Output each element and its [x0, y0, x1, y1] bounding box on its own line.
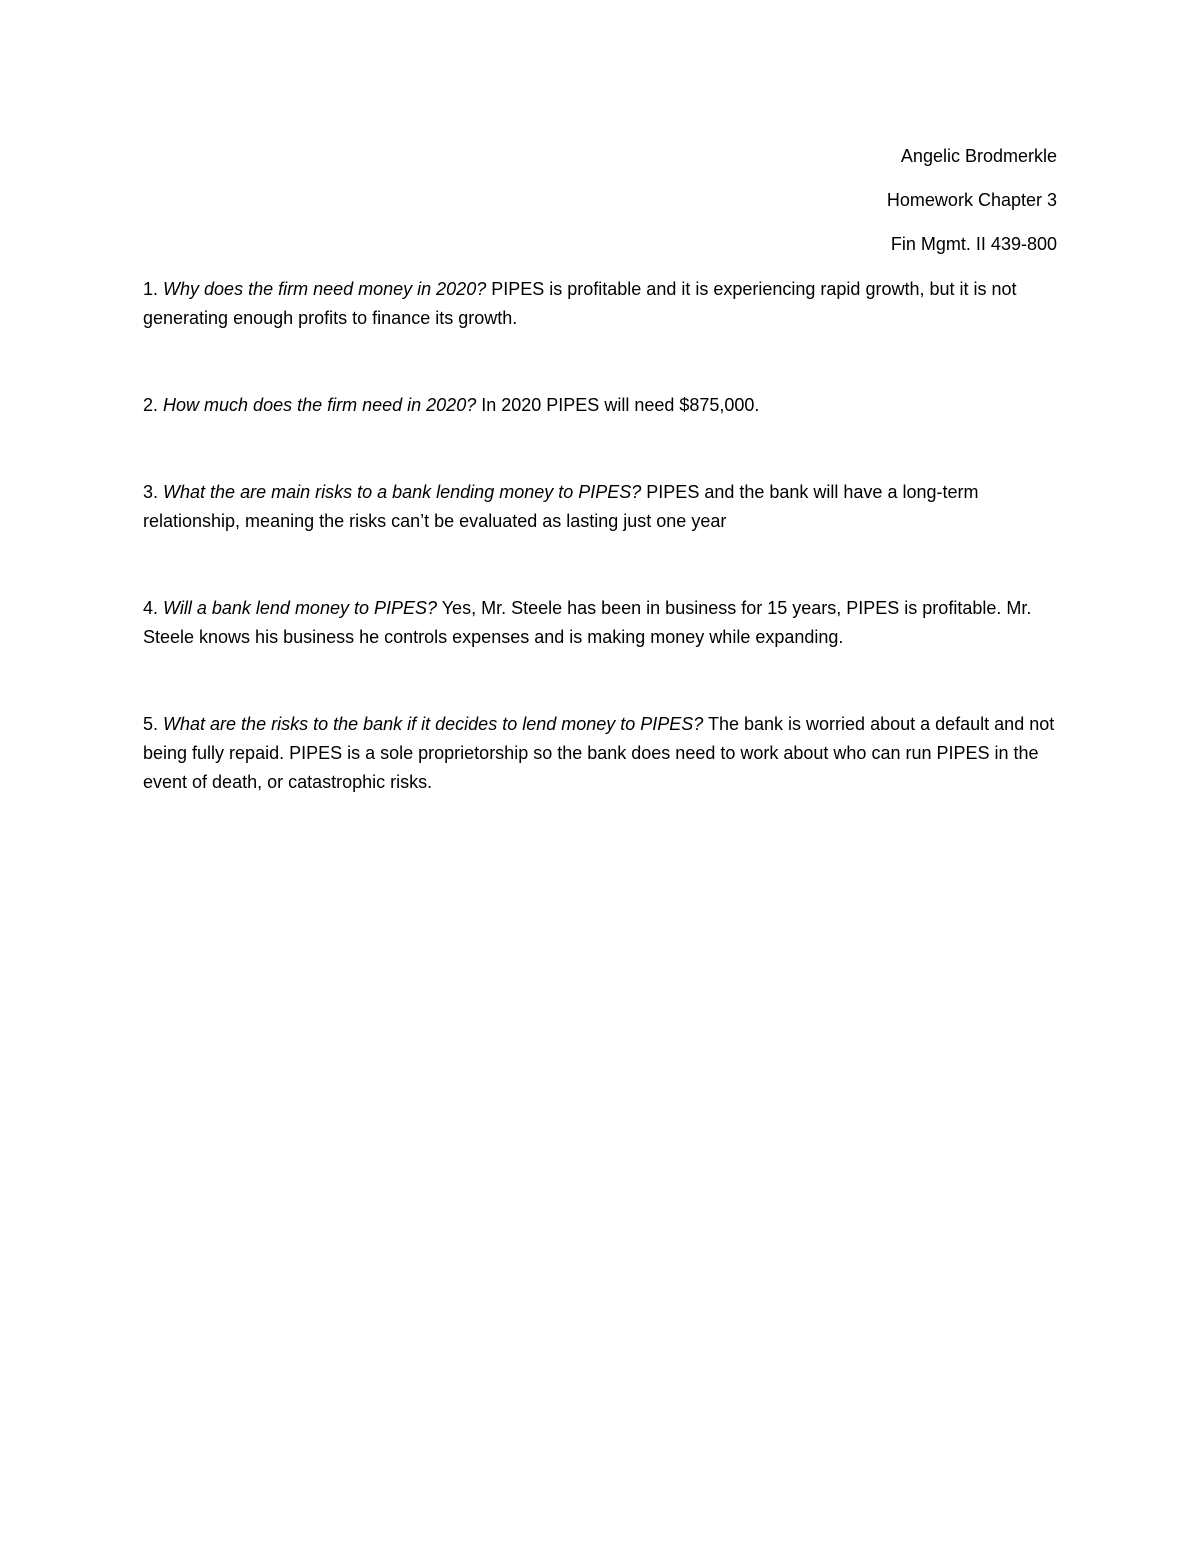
- author-name: Angelic Brodmerkle: [900, 146, 1057, 166]
- qa-item-4: [143, 594, 1063, 652]
- question-number: 5.: [143, 714, 159, 734]
- document-body: [143, 275, 1063, 855]
- question-text: What are the risks to the bank if it decides to lend money to PIPES?: [163, 714, 704, 734]
- assignment-title: Homework Chapter 3: [886, 190, 1057, 210]
- qa-item-2: [143, 391, 1063, 420]
- document-header: [887, 143, 1057, 275]
- question-text: Will a bank lend money to PIPES?: [163, 598, 438, 618]
- question-number: 3.: [143, 482, 159, 502]
- question-text: How much does the firm need in 2020?: [163, 395, 477, 415]
- answer-text: PIPES is profitable and it is experiencing rapid growth, but it is not generating enough profits to finance its growth.: [143, 279, 1017, 328]
- question-number: 2.: [143, 395, 159, 415]
- qa-item-1: [143, 275, 1063, 333]
- answer-text: In 2020 PIPES will need $875,000.: [481, 395, 760, 415]
- question-number: 4.: [143, 598, 159, 618]
- qa-item-5: [143, 710, 1063, 797]
- qa-item-3: [143, 478, 1063, 536]
- question-number: 1.: [143, 279, 159, 299]
- answer-text: Yes, Mr. Steele has been in business for 15 years, PIPES is profitable. Mr. Steele knows his business he controls expenses and is making money while expanding.: [143, 598, 1032, 647]
- question-text: Why does the firm need money in 2020?: [163, 279, 487, 299]
- course-name: Fin Mgmt. II 439-800: [890, 234, 1057, 254]
- answer-text: PIPES and the bank will have a long-term relationship, meaning the risks can’t be evaluated as lasting just one year: [143, 482, 979, 531]
- question-text: What the are main risks to a bank lending money to PIPES?: [163, 482, 642, 502]
- answer-text: The bank is worried about a default and not being fully repaid. PIPES is a sole proprietorship so the bank does need to work about who can run PIPES in the event of death, or catastrophic risks.: [143, 714, 1055, 792]
